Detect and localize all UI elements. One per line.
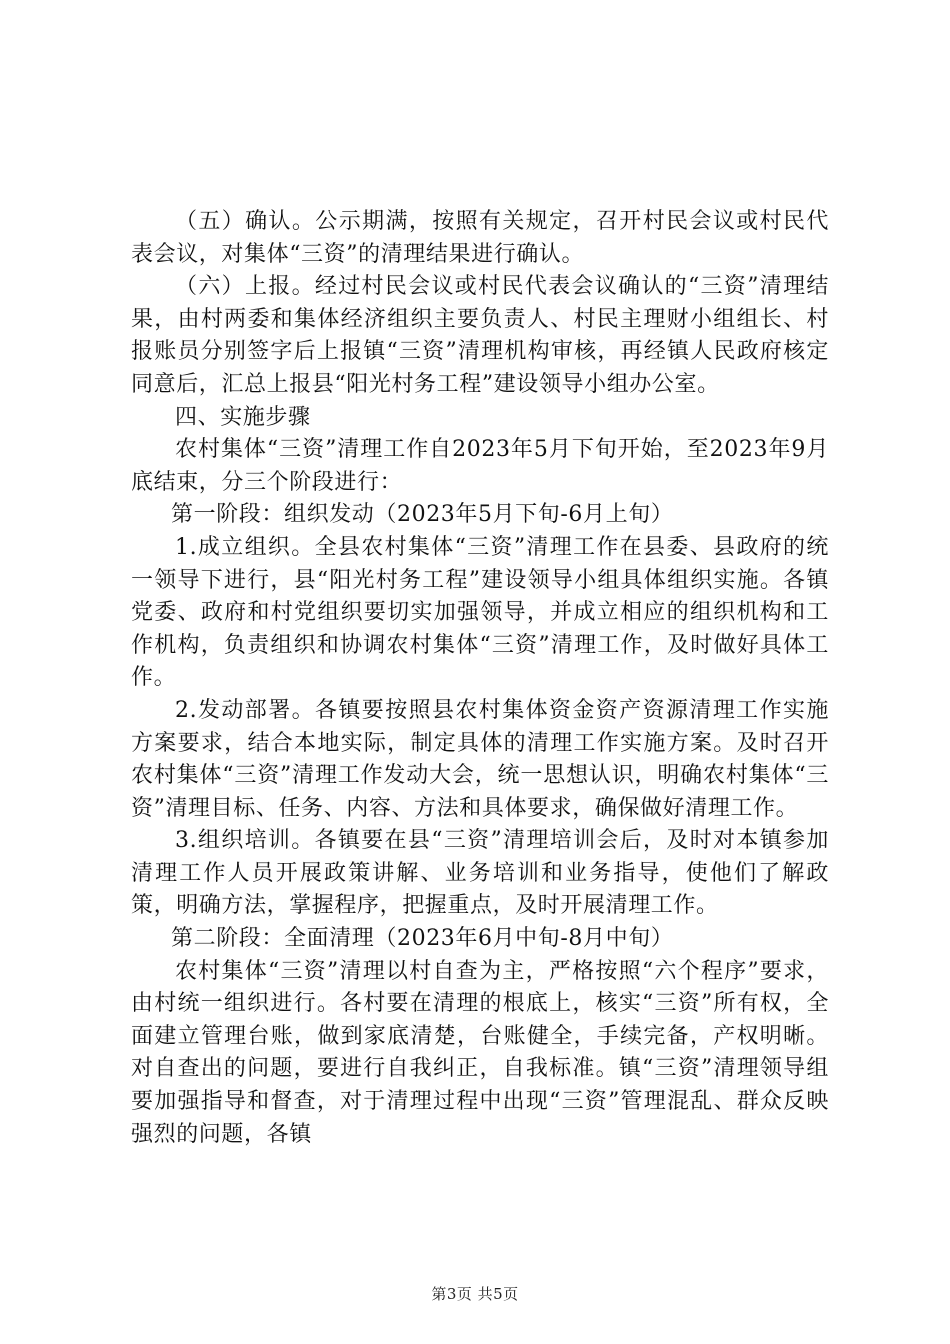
page-number-footer: 第3页 共5页 — [431, 1285, 519, 1303]
document-body — [131, 206, 829, 1151]
phase-two-heading: 第二阶段：全面清理（2023年6月中旬-8月中旬） — [171, 926, 674, 952]
paragraph-organize-training: 3.组织培训。各镇要在县“三资”清理培训会后，及时对本镇参加清理工作人员开展政策讲解、业务培训和业务指导，使他们了解政策，明确方法，掌握程序，把握重点，及时开展清理工作。 — [131, 828, 829, 919]
paragraph-confirm: （五）确认。公示期满，按照有关规定，召开村民会议或村民代表会议，对集体“三资”的清理结果进行确认。 — [131, 209, 829, 267]
paragraph-schedule-overview: 农村集体“三资”清理工作自2023年5月下旬开始，至2023年9月底结束，分三个阶段进行： — [131, 437, 829, 495]
section-heading-implementation-steps: 四、实施步骤 — [175, 404, 311, 430]
paragraph-mobilize-deploy: 2.发动部署。各镇要按照县农村集体资金资产资源清理工作实施方案要求，结合本地实际，制定具体的清理工作实施方案。及时召开农村集体“三资”清理工作发动大会，统一思想认识，明确农村集体“三资”清理目标、任务、内容、方法和具体要求，确保做好清理工作。 — [131, 697, 829, 821]
paragraph-full-clearance: 农村集体“三资”清理以村自查为主，严格按照“六个程序”要求，由村统一组织进行。各村要在清理的根底上，核实“三资”所有权，全面建立管理台账，做到家底清楚，台账健全，手续完备，产权明晰。对自查出的问题，要进行自我纠正，自我标准。镇“三资”清理领导组要加强指导和督查，对于清理过程中出现“三资”管理混乱、群众反映强烈的问题，各镇 — [131, 958, 829, 1147]
paragraph-report: （六）上报。经过村民会议或村民代表会议确认的“三资”清理结果，由村两委和集体经济组织主要负责人、村民主理财小组组长、村报账员分别签字后上报镇“三资”清理机构审核，再经镇人民政府核定同意后，汇总上报县“阳光村务工程”建设领导小组办公室。 — [131, 274, 829, 397]
phase-one-heading: 第一阶段：组织发动（2023年5月下旬-6月上旬） — [171, 502, 674, 528]
paragraph-establish-organization: 1.成立组织。全县农村集体“三资”清理工作在县委、县政府的统一领导下进行，县“阳光村务工程”建设领导小组具体组织实施。各镇党委、政府和村党组织要切实加强领导，并成立相应的组织机构和工作机构，负责组织和协调农村集体“三资”清理工作，及时做好具体工作。 — [131, 534, 829, 691]
